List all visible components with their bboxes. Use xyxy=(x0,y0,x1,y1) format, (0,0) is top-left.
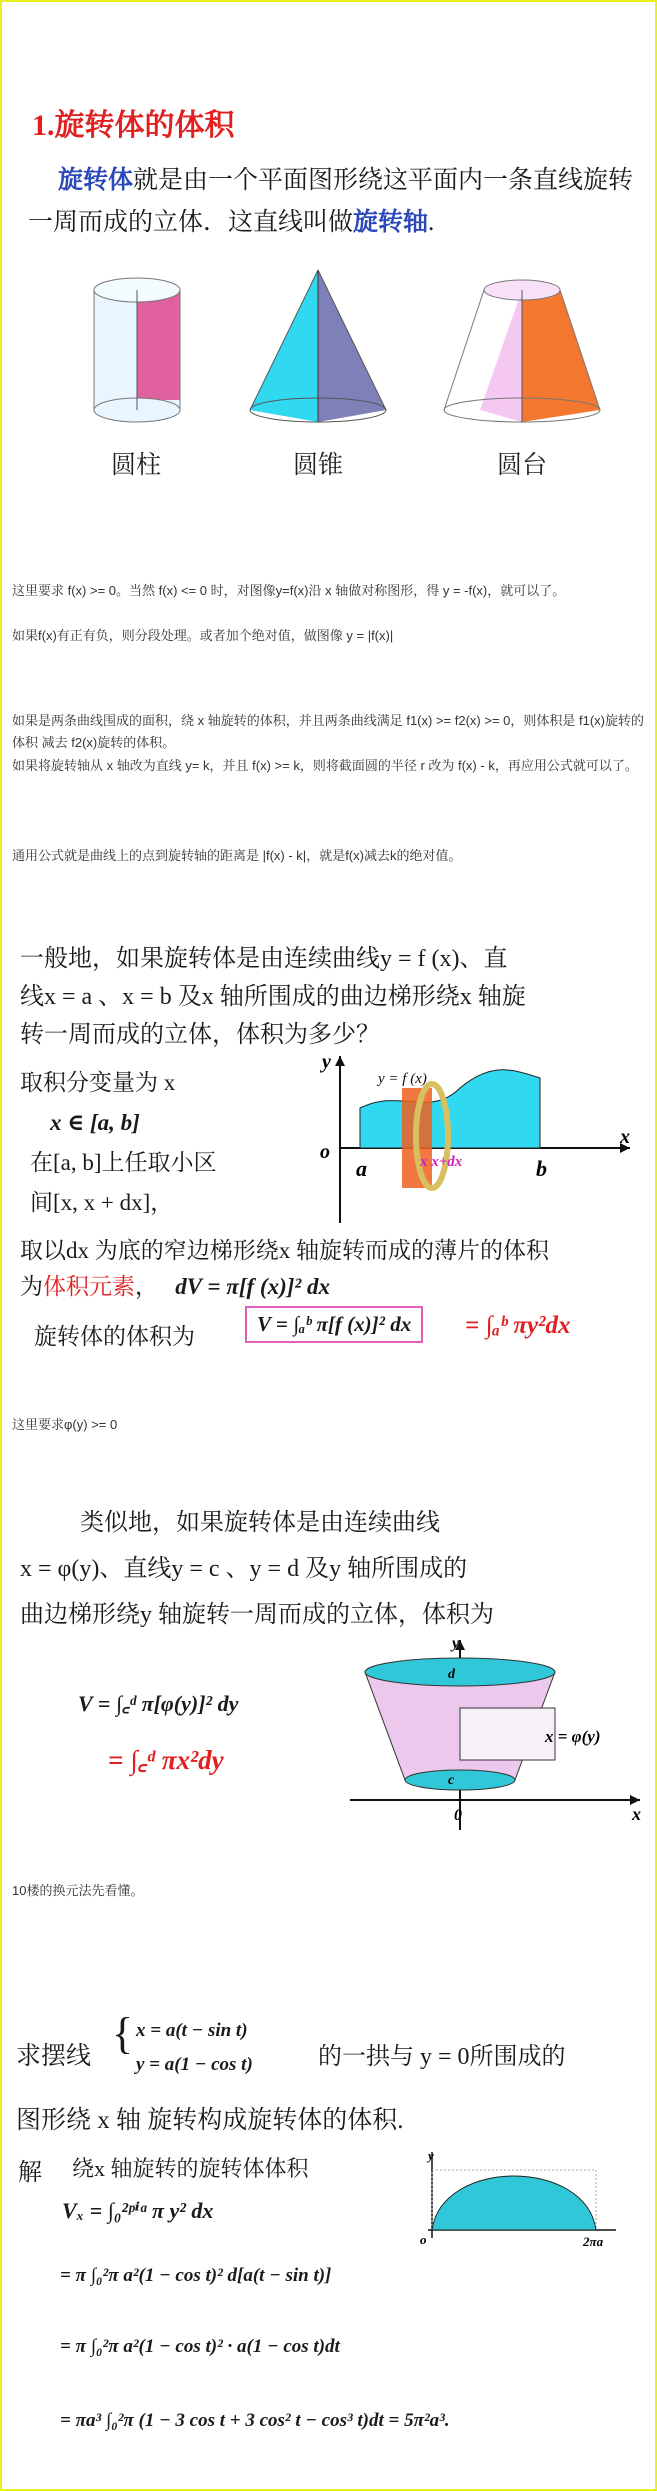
svg-text:d: d xyxy=(448,1667,455,1682)
term-solid-of-revolution: 旋转体 xyxy=(58,167,134,194)
note-condition: 这里要求 f(x) >= 0。当然 f(x) <= 0 时，对图像y=f(x)沿 x 轴做对称图形，得 y = -f(x)，就可以了。 xyxy=(12,583,566,598)
solution-text: 绕x 轴旋转的旋转体体积 xyxy=(72,2156,309,2181)
svg-text:y: y xyxy=(452,1635,460,1652)
cylinder-figure xyxy=(94,278,180,422)
section3-text: 类似地，如果旋转体是由连续曲线 x = φ(y)、直线y = c 、y = d 及y 轴所围成的 曲边梯形绕y 轴旋转一周而成的立体，体积为 xyxy=(20,1510,494,1628)
cycloid-question-post: 的一拱与 y = 0所围成的 xyxy=(318,2044,566,2070)
svg-text:2πa: 2πa xyxy=(583,2234,604,2248)
svg-text:y: y xyxy=(428,2148,434,2163)
term-axis: 旋转轴 xyxy=(353,209,429,236)
svg-text:a: a xyxy=(356,1156,367,1181)
note-sign: 如果f(x)有正有负，则分段处理。或者加个绝对值，做图像 y = |f(x)| xyxy=(12,628,394,643)
curve-label: y = f (x) xyxy=(378,1071,427,1087)
svg-text:x: x xyxy=(632,1804,641,1824)
svg-text:x = φ(y): x = φ(y) xyxy=(545,1727,601,1746)
eq-volume-def: Vₓ = ∫₀²ᵖⁱᵃ π y² dx xyxy=(62,2198,214,2223)
brace: { xyxy=(112,2009,134,2058)
rotation-y-graph xyxy=(340,1630,650,1835)
volume-element-formula: dV = π[f (x)]² dx xyxy=(175,1274,331,1299)
label-cone: 圆锥 xyxy=(292,452,343,479)
volume-element-term: 体积元素 xyxy=(43,1274,135,1299)
label-cylinder: 圆柱 xyxy=(110,452,161,479)
svg-text:y: y xyxy=(322,1051,331,1073)
eq-step1: = π ∫₀²π a²(1 − cos t)² d[a(t − sin t)] xyxy=(60,2265,332,2286)
volume-label: 旋转体的体积为 xyxy=(34,1324,195,1349)
svg-text:c: c xyxy=(448,1773,455,1788)
frustum-figure xyxy=(444,280,600,422)
intro-paragraph: 旋转体就是由一个平面图形绕这平面内一条直线旋转一周而成的立体．这直线叫做旋转轴. xyxy=(28,167,634,236)
cycloid-question-line2: 图形绕 x 轴 旋转构成旋转体的体积. xyxy=(16,2107,404,2134)
svg-text:b: b xyxy=(536,1156,547,1181)
section2-element: 取以dx 为底的窄边梯形绕x 轴旋转而成的薄片的体积 为体积元素， dV = π[f (x)]² dx xyxy=(20,1238,549,1299)
note-two-curves: 如果是两条曲线围成的面积，绕 x 轴旋转的体积，并且两条曲线满足 f1(x) >= f2(x) >= 0，则体积是 f1(x)旋转的体积 减去 f2(x)旋转的体积。 xyxy=(12,713,644,750)
solids-illustration xyxy=(70,270,630,440)
volume-formula-y: = ∫ₐᵇ πy²dx xyxy=(465,1312,571,1339)
section2-text: 一般地，如果旋转体是由连续曲线y = f (x)、直 线x = a 、x = b 及x 轴所围成的曲边梯形绕x 轴旋 转一周而成的立体，体积为多少？ xyxy=(20,946,526,1048)
svg-text:o: o xyxy=(420,2232,427,2247)
volume-formula-box: V = ∫ₐᵇ π[f (x)]² dx xyxy=(245,1306,423,1343)
cycloid-question-pre: 求摆线 xyxy=(16,2043,92,2070)
svg-text:o: o xyxy=(320,1141,330,1163)
eq-step3: = πa³ ∫₀²π (1 − 3 cos t + 3 cos² t − cos³ t)dt = 5π²a³. xyxy=(60,2410,450,2431)
intro-text: 就是由一个平面图形绕这平面内一条直线旋转一周而成的立体．这直线叫做 xyxy=(28,167,634,236)
cone-figure xyxy=(250,270,386,422)
solution-label: 解 xyxy=(18,2160,42,2186)
svg-text:x: x xyxy=(620,1126,630,1148)
svg-text:0: 0 xyxy=(454,1807,462,1824)
note-general-formula: 通用公式就是曲线上的点到旋转轴的距离是 |f(x) - k|，就是f(x)减去k的绝对值。 xyxy=(12,848,462,863)
note-phi-condition: 这里要求φ(y) >= 0 xyxy=(12,1417,118,1432)
svg-text:x x+dx: x x+dx xyxy=(420,1154,463,1170)
cycloid-system: x = a(t − sin t) y = a(1 − cos t) xyxy=(136,2020,253,2075)
label-frustum: 圆台 xyxy=(496,452,547,479)
rotation-y-formula-x: = ∫꜀ᵈ πx²dy xyxy=(108,1745,224,1775)
section2-steps: 取积分变量为 x x ∈ [a, b] 在[a, b]上任取小区 间[x, x + dx]， xyxy=(20,1070,217,1215)
rotation-x-graph xyxy=(320,1048,640,1228)
note-shift-axis: 如果将旋转轴从 x 轴改为直线 y= k，并且 f(x) >= k，则将截面圆的半径 r 改为 f(x) - k，再应用公式就可以了。 xyxy=(12,758,638,773)
rotation-y-formula: V = ∫꜀ᵈ π[φ(y)]² dy xyxy=(78,1691,239,1716)
section-title: 1.旋转体的体积 xyxy=(32,109,235,142)
cycloid-graph xyxy=(418,2148,618,2248)
eq-step2: = π ∫₀²π a²(1 − cos t)² · a(1 − cos t)dt xyxy=(60,2336,340,2357)
note-substitution: 10楼的换元法先看懂。 xyxy=(12,1883,144,1898)
